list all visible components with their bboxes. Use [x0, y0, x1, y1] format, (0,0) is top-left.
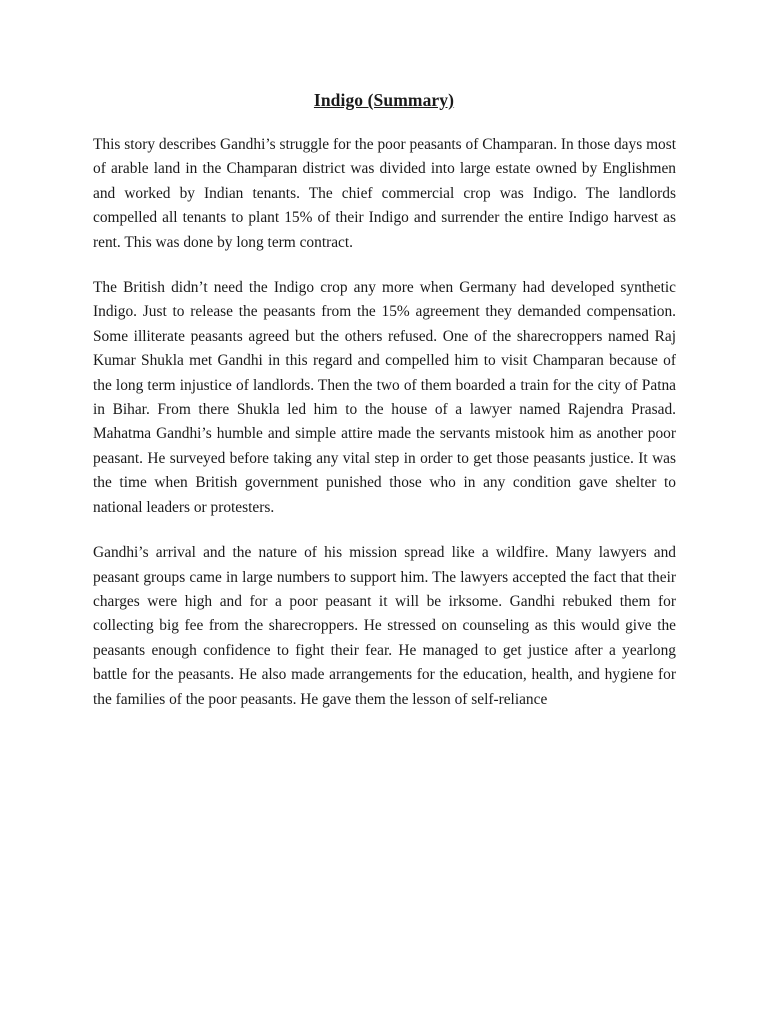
document-body [93, 133, 676, 733]
document-title: Indigo (Summary) [313, 90, 455, 110]
paragraph-3: Gandhi’s arrival and the nature of his mission spread like a wildfire. Many lawyers and peasant groups came in large numbers to support him. The lawyers accepted the fact that their charges were high and for a poor peasant it will be irksome. Gandhi rebuked them for collecting big fee from the sharecroppers. He stressed on counseling as this would give the peasants enough confidence to fight their fear. He managed to get justice after a yearlong battle for the peasants. He also made arrangements for the education, health, and hygiene for the families of the poor peasants. He gave them the lesson of self-reliance [93, 544, 676, 708]
paragraph-1: This story describes Gandhi’s struggle for the poor peasants of Champaran. In those days most of arable land in the Champaran district was divided into large estate owned by Englishmen and worked by Indian tenants. The chief commercial crop was Indigo. The landlords compelled all tenants to plant 15% of their Indigo and surrender the entire Indigo harvest as rent. This was done by long term contract. [93, 136, 676, 251]
paragraph-2: The British didn’t need the Indigo crop any more when Germany had developed synthetic Indigo. Just to release the peasants from the 15% agreement they demanded compensation. Some illiterate peasants agreed but the others refused. One of the sharecroppers named Raj Kumar Shukla met Gandhi in this regard and compelled him to visit Champaran because of the long term injustice of landlords. Then the two of them boarded a train for the city of Patna in Bihar. From there Shukla led him to the house of a lawyer named Rajendra Prasad. Mahatma Gandhi’s humble and simple attire made the servants mistook him as another poor peasant. He surveyed before taking any vital step in order to get those peasants justice. It was the time when British government punished those who in any condition gave shelter to national leaders or protesters. [93, 279, 676, 516]
